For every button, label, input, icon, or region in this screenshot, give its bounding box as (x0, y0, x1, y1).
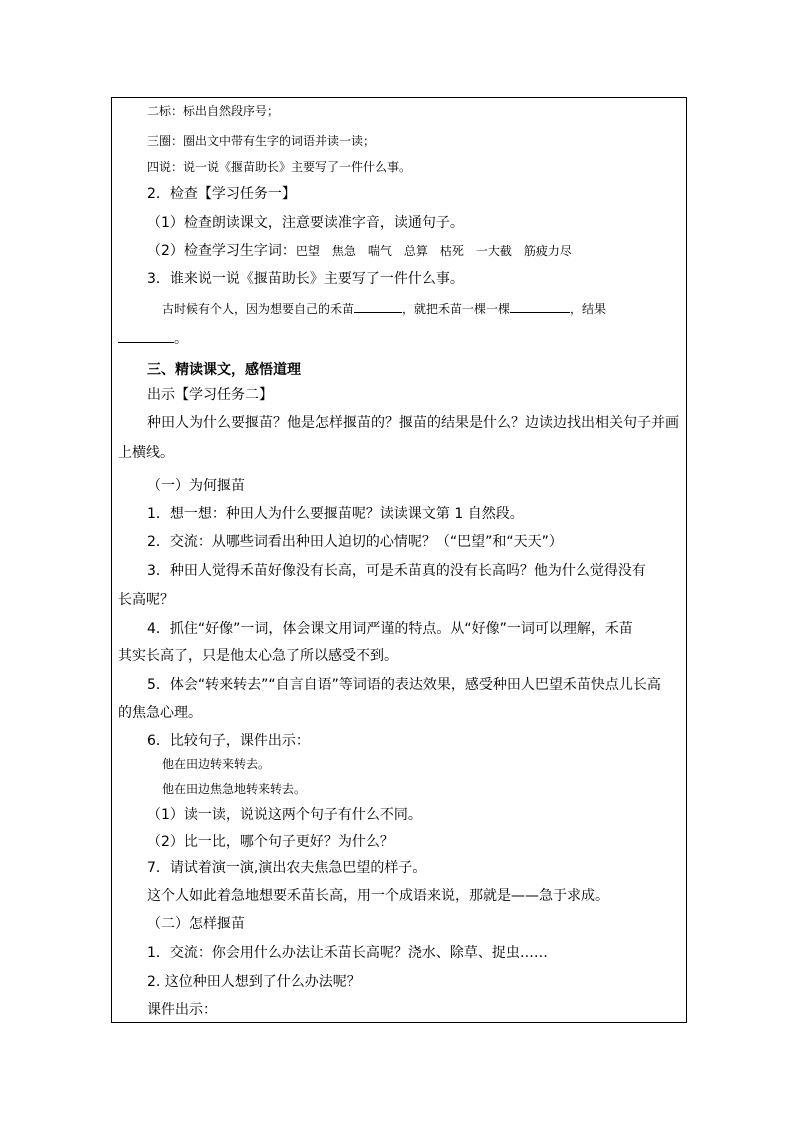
content-table-frame (111, 97, 687, 1023)
check-item-2-words: 巴望 焦急 喘气 总算 枯死 一大截 筋疲力尽 (295, 244, 572, 258)
part-1-item-5a: 5．体会“转来转去”“自言自语”等词语的表达效果，感受种田人巴望禾苗快点儿长高 (147, 677, 661, 693)
part-2-heading: （二）怎样揠苗 (147, 916, 245, 932)
task-two-text-2: 上横线。 (118, 445, 174, 461)
check-item-1: （1）检查朗读课文，注意要读准字音，读通句子。 (147, 215, 464, 231)
task-two-label: 出示【学习任务二】 (147, 387, 273, 403)
fill-part-2: ，就把禾苗一棵一棵 (402, 302, 511, 316)
check-heading: 2．检查【学习任务一】 (147, 186, 296, 202)
part-1-item-2: 2．交流：从哪些词看出种田人迫切的心情呢？（“巴望”和“天天”） (147, 534, 563, 550)
step-shuo: 四说：说一说《揠苗助长》主要写了一件什么事。 (147, 160, 412, 174)
fill-part-1: 古时候有个人，因为想要自己的禾苗 (162, 302, 355, 316)
step-quan: 三圈：圈出文中带有生字的词语并读一读； (147, 134, 376, 148)
part-1-item-4b: 其实长高了，只是他太心急了所以感受不到。 (118, 648, 398, 664)
step-biao: 二标：标出自然段序号； (147, 104, 280, 118)
part-2-item-2: 2. 这位种田人想到了什么办法呢？ (147, 974, 361, 990)
question-3: 3．谁来说一说《揠苗助长》主要写了一件什么事。 (147, 271, 464, 287)
fill-end: 。 (174, 331, 188, 347)
part-1-item-5b: 的焦急心理。 (118, 705, 202, 721)
compare-question-1: （1）读一读，说说这两个句子有什么不同。 (147, 807, 422, 823)
part-1-item-3b: 长高呢？ (118, 592, 174, 608)
part-1-item-3a: 3．种田人觉得禾苗好像没有长高，可是禾苗真的没有长高吗？他为什么觉得没有 (147, 563, 646, 579)
fill-blank-3 (118, 329, 174, 343)
compare-sentence-2: 他在田边焦急地转来转去。 (162, 782, 307, 796)
section-3-heading: 三、精读课文，感悟道理 (147, 362, 301, 378)
part-1-item-7: 7．请试着演一演,演出农夫焦急巴望的样子。 (147, 860, 427, 876)
part-2-item-3: 课件出示： (147, 1002, 217, 1018)
fill-blank-2 (510, 299, 570, 313)
compare-question-2: （2）比一比，哪个句子更好？为什么？ (147, 834, 394, 850)
compare-sentence-1: 他在田边转来转去。 (162, 757, 271, 771)
fill-continuation (118, 329, 188, 349)
part-1-summary: 这个人如此着急地想要禾苗长高，用一个成语来说，那就是——急于求成。 (147, 888, 609, 904)
fill-blank-1 (354, 299, 402, 313)
part-1-heading: （一）为何揠苗 (147, 478, 245, 494)
check-item-2 (147, 241, 572, 261)
check-item-2-label: （2）检查学习生字词： (147, 243, 296, 259)
part-2-item-1: 1．交流：你会用什么办法让禾苗长高呢？浇水、除草、捉虫…… (147, 945, 548, 961)
part-1-item-6: 6．比较句子，课件出示： (147, 733, 310, 749)
part-1-item-1: 1．想一想：种田人为什么要揠苗呢？读读课文第 1 自然段。 (147, 506, 524, 522)
task-two-text-1: 种田人为什么要揠苗？他是怎样揠苗的？揠苗的结果是什么？边读边找出相关句子并画 (147, 415, 679, 431)
part-1-item-4a: 4．抓住“好像”一词，体会课文用词严谨的特点。从“好像”一词可以理解，禾苗 (147, 621, 633, 637)
fill-in-sentence (162, 299, 606, 319)
fill-part-3: ，结果 (570, 302, 607, 316)
